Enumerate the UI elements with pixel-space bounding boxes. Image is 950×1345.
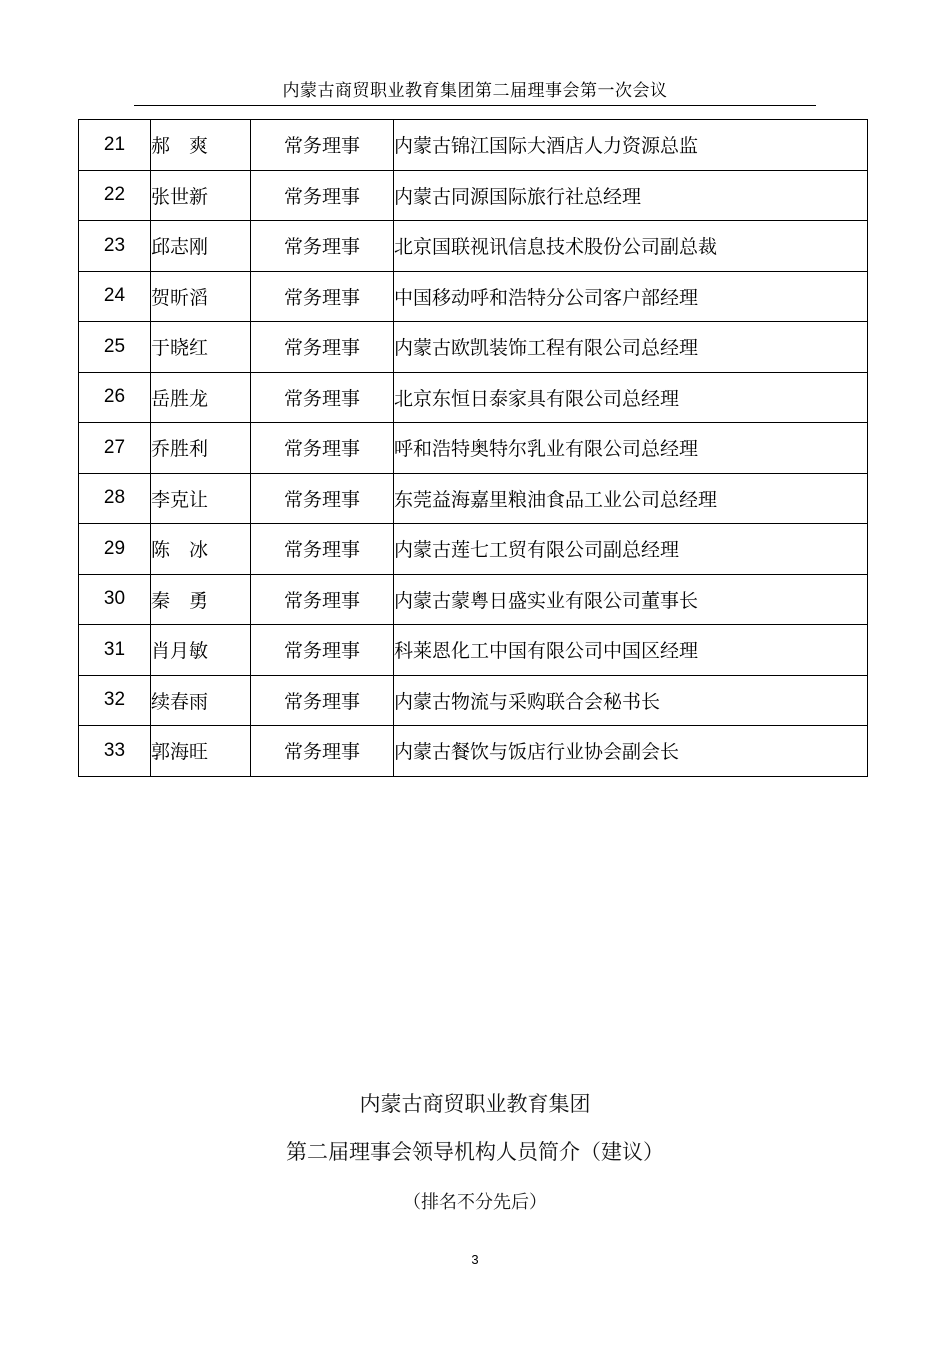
member-role: 常务理事 [251, 372, 394, 423]
member-role: 常务理事 [251, 675, 394, 726]
table-row [79, 221, 868, 272]
table-row [79, 372, 868, 423]
member-organization: 内蒙古餐饮与饭店行业协会副会长 [394, 726, 868, 777]
member-organization: 中国移动呼和浩特分公司客户部经理 [394, 271, 868, 322]
member-role: 常务理事 [251, 423, 394, 474]
table-row [79, 574, 868, 625]
table-row [79, 120, 868, 171]
row-number: 33 [79, 726, 151, 777]
row-number: 31 [79, 625, 151, 676]
row-number: 30 [79, 574, 151, 625]
table-row [79, 423, 868, 474]
table-row [79, 625, 868, 676]
member-organization: 北京东恒日泰家具有限公司总经理 [394, 372, 868, 423]
member-role: 常务理事 [251, 473, 394, 524]
section-title-line2: 第二届理事会领导机构人员简介（建议） [286, 1140, 664, 1164]
page-number: 3 [471, 1252, 479, 1267]
member-name: 肖月敏 [151, 625, 251, 676]
row-number: 26 [79, 372, 151, 423]
row-number: 24 [79, 271, 151, 322]
member-role: 常务理事 [251, 574, 394, 625]
member-role: 常务理事 [251, 322, 394, 373]
council-member-table-body [79, 120, 868, 777]
row-number: 23 [79, 221, 151, 272]
row-number: 22 [79, 170, 151, 221]
header-divider [134, 105, 816, 106]
member-organization: 内蒙古同源国际旅行社总经理 [394, 170, 868, 221]
member-organization: 呼和浩特奥特尔乳业有限公司总经理 [394, 423, 868, 474]
table-row [79, 726, 868, 777]
member-name: 岳胜龙 [151, 372, 251, 423]
page-header-title: 内蒙古商贸职业教育集团第二届理事会第一次会议 [282, 81, 668, 101]
member-name: 秦 勇 [151, 574, 251, 625]
member-organization: 北京国联视讯信息技术股份公司副总裁 [394, 221, 868, 272]
table-row [79, 675, 868, 726]
row-number: 32 [79, 675, 151, 726]
member-name: 李克让 [151, 473, 251, 524]
member-organization: 内蒙古物流与采购联合会秘书长 [394, 675, 868, 726]
section-note: （排名不分先后） [403, 1192, 547, 1213]
member-role: 常务理事 [251, 271, 394, 322]
member-role: 常务理事 [251, 170, 394, 221]
member-name: 邱志刚 [151, 221, 251, 272]
member-name: 郝 爽 [151, 120, 251, 171]
member-name: 于晓红 [151, 322, 251, 373]
member-name: 张世新 [151, 170, 251, 221]
table-row [79, 473, 868, 524]
member-organization: 内蒙古欧凯装饰工程有限公司总经理 [394, 322, 868, 373]
table-row [79, 271, 868, 322]
member-role: 常务理事 [251, 524, 394, 575]
member-name: 陈 冰 [151, 524, 251, 575]
row-number: 27 [79, 423, 151, 474]
table-row [79, 524, 868, 575]
member-name: 续春雨 [151, 675, 251, 726]
table-row [79, 170, 868, 221]
section-title-line1: 内蒙古商贸职业教育集团 [359, 1092, 591, 1116]
member-role: 常务理事 [251, 726, 394, 777]
member-name: 贺昕滔 [151, 271, 251, 322]
member-organization: 内蒙古锦江国际大酒店人力资源总监 [394, 120, 868, 171]
row-number: 29 [79, 524, 151, 575]
member-organization: 东莞益海嘉里粮油食品工业公司总经理 [394, 473, 868, 524]
member-organization: 科莱恩化工中国有限公司中国区经理 [394, 625, 868, 676]
table-row [79, 322, 868, 373]
member-organization: 内蒙古莲七工贸有限公司副总经理 [394, 524, 868, 575]
member-role: 常务理事 [251, 625, 394, 676]
council-member-table [78, 119, 868, 777]
row-number: 28 [79, 473, 151, 524]
row-number: 25 [79, 322, 151, 373]
member-role: 常务理事 [251, 120, 394, 171]
member-organization: 内蒙古蒙粤日盛实业有限公司董事长 [394, 574, 868, 625]
member-role: 常务理事 [251, 221, 394, 272]
member-name: 郭海旺 [151, 726, 251, 777]
row-number: 21 [79, 120, 151, 171]
member-name: 乔胜利 [151, 423, 251, 474]
